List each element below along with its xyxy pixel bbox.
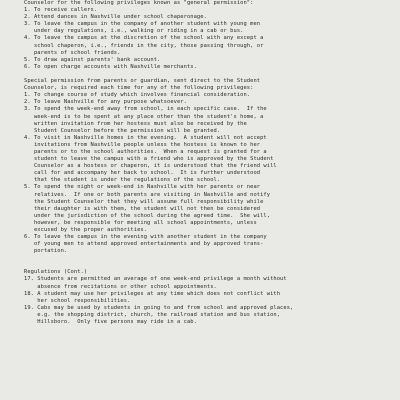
text-line: 18. A student may use her privileges at any time which does not conflict with: [24, 290, 281, 297]
section-gap: [24, 255, 392, 269]
text-line: 1. To change course of study which involves financial consideration.: [24, 92, 251, 99]
text-line: 19. Cabs may be used by students in going to and from school and approved places,: [24, 304, 294, 311]
text-line: student to leave the campus with a friend who is approved by the Student: [24, 156, 274, 163]
text-line: her school responsibilities.: [24, 297, 131, 304]
text-line: absence from recitations or other school appointments.: [24, 283, 217, 290]
text-line: portation.: [24, 248, 68, 255]
text-line: the Student Counselor that they will assume full responsibility while: [24, 198, 264, 205]
text-line: parents or to the school authorities. When a request is granted for a: [24, 148, 267, 155]
text-line: parents of school friends.: [24, 49, 121, 56]
text-line: of young men to attend approved entertainments and by approved trans-: [24, 241, 264, 248]
text-line: Counselor, is required each time for any of the following privileges:: [24, 85, 254, 92]
text-line: 17. Students are permitted an average of one week-end privilege a month without: [24, 276, 287, 283]
text-line: Counselor for the following privileges known as "general permission":: [24, 0, 254, 6]
text-line: under the jurisdiction of the school during the agreed time. She will,: [24, 212, 271, 219]
text-line: Special permission from parents or guardian, sent direct to the Student: [24, 78, 261, 85]
text-line: invitations from Nashville people unless the hostess is known to her: [24, 141, 261, 148]
text-line: 6. To open charge accounts with Nashville merchants.: [24, 63, 197, 70]
text-line: under day regulations, i.e., walking or riding in a cab or bus.: [24, 28, 244, 35]
text-line: 3. To spend the week-end away from school, in each specific case. If the: [24, 106, 267, 113]
text-line: Student Counselor before the permission will be granted.: [24, 127, 221, 134]
text-line: 1. To receive callers.: [24, 7, 98, 14]
text-line: 5. To spend the night or week-end in Nashville with her parents or near: [24, 184, 261, 191]
regulations-continued-section: [24, 269, 392, 326]
text-line: excused by the proper authorities.: [24, 227, 148, 233]
text-line: Hillsboro. Only five persons may ride in a cab.: [24, 319, 197, 326]
text-line: however, be responsible for meeting all school appointments, unless: [24, 219, 257, 226]
typed-sheet: [24, 0, 392, 326]
text-line: 3. To leave the campus in the company of another student with young men: [24, 21, 261, 28]
general-permission-section: [24, 0, 392, 71]
text-line: 5. To draw against parents' bank account.: [24, 56, 161, 63]
text-line: their daughter is with them, the student will not then be considered: [24, 205, 261, 212]
special-permission-section: [24, 78, 392, 255]
text-line: school chaperon, i.e., friends in the city, those passing through, or: [24, 42, 264, 49]
text-line: 2. To leave Nashville for any purpose whatsoever.: [24, 99, 187, 106]
text-line: that the student is under the regulations of the school.: [24, 177, 221, 184]
text-line: week-end is to be spent at any place other than the student's home, a: [24, 113, 264, 120]
section-heading: Regulations (Cont.): [24, 269, 88, 276]
text-line: e.g. the shopping district, church, the railroad station and bus station,: [24, 311, 281, 318]
text-line: relatives. If one or both parents are visiting in Nashville and notify: [24, 191, 271, 198]
text-line: 6. To leave the campus in the evening with another student in the company: [24, 234, 267, 241]
text-line: 4. To leave the campus at the discretion of the school with any except a: [24, 35, 264, 42]
text-line: Counselor as a hostess or chaperon, it is understood that the friend will: [24, 163, 277, 170]
text-line: call for and accompany her back to school. It is further understood: [24, 170, 261, 177]
section-gap: [24, 71, 392, 78]
text-line: 2. Attend dances in Nashville under school chaperonage.: [24, 14, 207, 21]
text-line: written invitation from her hostess must also be received by the: [24, 120, 247, 127]
text-line: 4. To visit in Nashville homes in the evening. A student will not accept: [24, 134, 267, 141]
